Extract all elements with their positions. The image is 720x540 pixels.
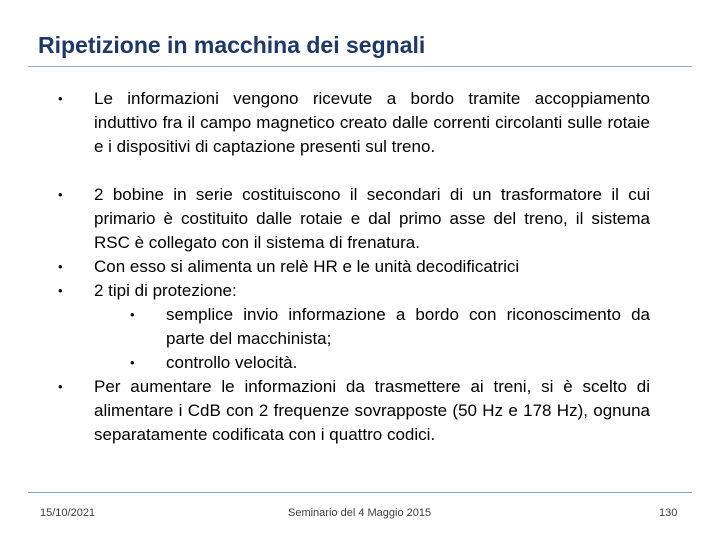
sub-bullet-marker: • [130, 307, 135, 322]
bullet-item: Con esso si alimenta un relè HR e le unità decodificatrici [94, 257, 520, 276]
sub-bullet-item: semplice invio informazione a bordo con riconoscimento da parte del macchinista; [166, 305, 650, 348]
bullet-item: Per aumentare le informazioni da trasmettere ai treni, si è scelto di alimentare i CdB con 2 frequenze sovrapposte (50 Hz e 178 Hz), ognuna separatamente codificata con i quattro codici. [94, 377, 650, 444]
page-number: 130 [659, 507, 678, 519]
bullet-item: 2 bobine in serie costituiscono il secondari di un trasformatore il cui primario è costituito dalle rotaie e dal primo asse del treno, il sistema RSC è collegato con il sistema di frenatura. [94, 185, 650, 252]
slide-title: Ripetizione in macchina dei segnali [38, 32, 426, 58]
footer-center-text: Seminario del 4 Maggio 2015 [288, 507, 432, 519]
footer-divider [28, 492, 692, 493]
bullet-marker: • [58, 283, 63, 298]
sub-bullet-marker: • [130, 355, 135, 370]
bullet-marker: • [58, 91, 63, 106]
sub-bullet-item: controllo velocità. [166, 353, 298, 372]
bullet-item: 2 tipi di protezione: [94, 281, 237, 300]
title-divider [28, 66, 692, 67]
bullet-marker: • [58, 379, 63, 394]
footer-date: 15/10/2021 [40, 507, 96, 519]
bullet-marker: • [58, 187, 63, 202]
bullet-marker: • [58, 259, 63, 274]
bullet-item: Le informazioni vengono ricevute a bordo tramite accoppiamento induttivo fra il campo magnetico creato dalle correnti circolanti sulle rotaie e i dispositivi di captazione presenti sul treno. [94, 89, 650, 156]
